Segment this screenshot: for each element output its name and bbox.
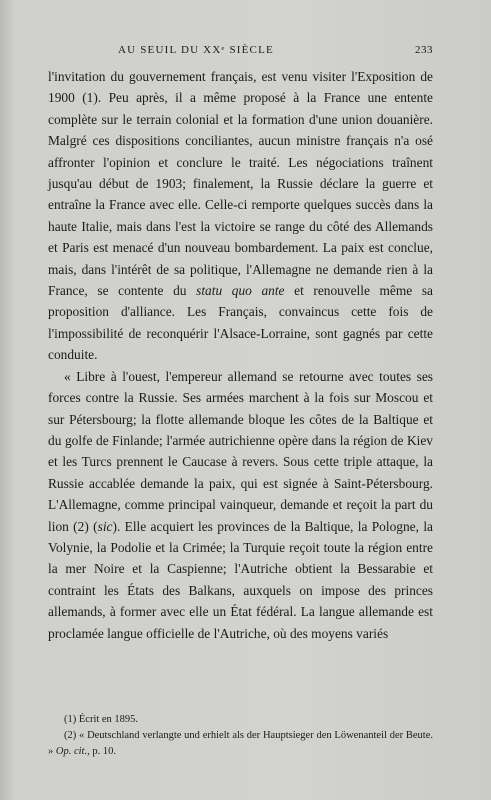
footnote	[48, 712, 433, 728]
page-number: 233	[415, 44, 433, 56]
footnote-text: (2) « Deutschland verlangte und erhielt als der Hauptsieger den Löwenanteil der Beute. »	[48, 730, 433, 757]
running-title: AU SEUIL DU XXᵉ SIÈCLE	[118, 44, 274, 56]
footnotes	[48, 712, 433, 760]
italic-phrase: sic	[97, 518, 113, 534]
paragraph-text: « Libre à l'ouest, l'empereur allemand se retourne avec toutes ses forces contre la Russie. Ses armées marchent à la fois sur Moscou et sur Pétersbourg; la flotte allemande bloque les côtes de la Baltique et du golfe de Finlande; l'armée autrichienne opère dans la région de Kiev et les Turcs prennent le Caucase à revers. Sous cette triple attaque, la Russie accablée demande la paix, qui est signée à Saint-Pétersbourg. L'Allemagne, comme principal vainqueur, demande et reçoit la part du lion (2) (	[48, 368, 433, 534]
italic-phrase: statu quo ante	[196, 283, 285, 299]
paragraph	[48, 366, 433, 644]
paragraph	[48, 66, 433, 366]
italic-phrase: Op. cit.	[55, 746, 88, 757]
paragraph-text: ). Elle acquiert les provinces de la Baltique, la Pologne, la Volynie, la Podolie et la Crimée; la Turquie reçoit toute la région entre la mer Noire et la Caspienne; l'Autriche obtient la Bessarabie et contraint les États des Balkans, auxquels on impose des princes allemands, à former avec elle un État fédéral. La langue allemande est proclamée langue officielle de l'Autriche, où des moyens variés	[48, 518, 433, 641]
body-text	[48, 66, 433, 644]
paragraph-text: et renouvelle même sa proposition d'alliance. Les Français, convaincus cette fois de l'impossibilité de reconquérir l'Alsace-Lorraine, sont gagnés par cette conduite.	[48, 283, 433, 363]
footnote	[48, 728, 433, 760]
running-head	[48, 44, 433, 60]
paragraph-text: l'invitation du gouvernement français, est venu visiter l'Exposition de 1900 (1). Peu après, il a même proposé à la France une entente complète sur le terrain colonial et la formation d'une union douanière. Malgré ces dispositions conciliantes, aucun ministre français n'a osé affronter l'opinion et conclure le traité. Les négociations traînent jusqu'au début de 1903; finalement, la Russie déclare la guerre et entraîne la France avec elle. Celle-ci remporte quelques succès dans la haute Italie, mais dans l'est la victoire se range du côté des Allemands et Paris est menacé d'un nouveau bombardement. La paix est conclue, mais, dans l'intérêt de sa politique, l'Allemagne ne demande rien à la France, se contente du	[48, 69, 433, 299]
footnote-text: (1) Écrit en 1895.	[64, 714, 139, 725]
footnote-text: , p. 10.	[87, 746, 116, 757]
